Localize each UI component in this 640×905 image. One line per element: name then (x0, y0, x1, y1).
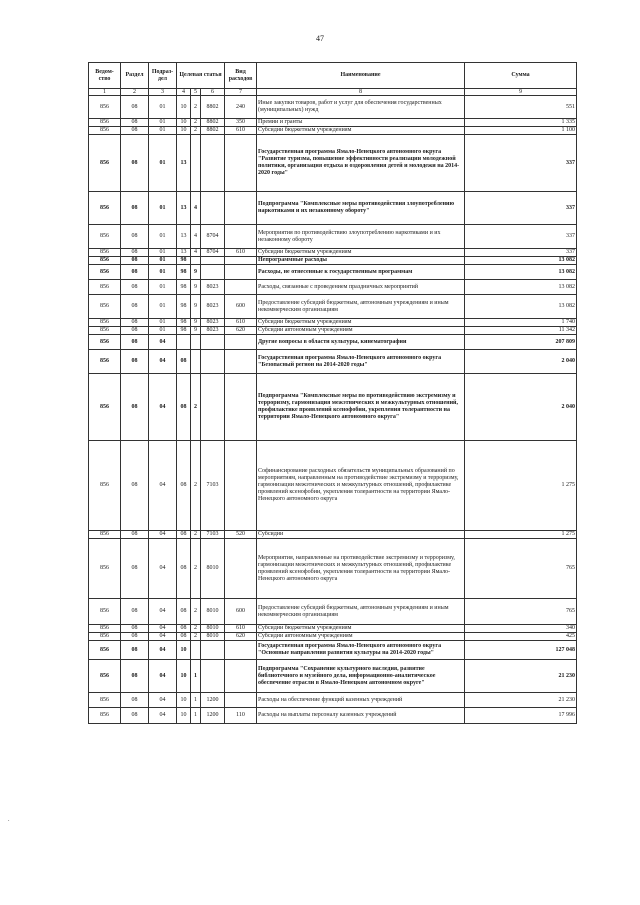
table-row (89, 265, 577, 280)
direction-cell: 8010 (201, 633, 225, 641)
section-cell: 08 (121, 135, 149, 192)
program-cell: 08 (177, 350, 191, 374)
subsection-cell: 04 (149, 660, 177, 693)
direction-cell (201, 265, 225, 280)
table-row (89, 531, 577, 539)
expense-type-cell: 240 (225, 96, 257, 119)
direction-cell: 8704 (201, 225, 225, 249)
agency-cell: 856 (89, 539, 121, 599)
column-number: 1 (89, 89, 121, 96)
amount-cell: 765 (465, 539, 577, 599)
table-row (89, 350, 577, 374)
subsection-cell: 01 (149, 257, 177, 265)
expense-type-cell: 620 (225, 633, 257, 641)
item-name-cell: Расходы на выплаты персоналу казенных учреждений (257, 708, 465, 724)
section-cell: 08 (121, 265, 149, 280)
table-row (89, 295, 577, 319)
subprogram-cell (191, 257, 201, 265)
direction-cell: 8802 (201, 127, 225, 135)
expense-type-cell (225, 641, 257, 660)
expense-type-cell: 620 (225, 327, 257, 335)
header-expense-type: Вид расходов (225, 63, 257, 89)
subprogram-cell: 2 (191, 96, 201, 119)
section-cell: 08 (121, 660, 149, 693)
agency-cell: 856 (89, 327, 121, 335)
section-cell: 08 (121, 599, 149, 625)
subprogram-cell: 2 (191, 374, 201, 441)
item-name-cell: Государственная программа Ямало-Ненецкого автономного округа "Развитие туризма, повышение эффективности реализации молодежной политики, организация отдыха и оздоровления детей и молодежи на 2014-2020 годы" (257, 135, 465, 192)
agency-cell: 856 (89, 225, 121, 249)
expense-type-cell (225, 660, 257, 693)
table-row (89, 257, 577, 265)
item-name-cell: Государственная программа Ямало-Ненецкого автономного округа "Основные направления развития культуры на 2014-2020 годы" (257, 641, 465, 660)
subprogram-cell: 4 (191, 225, 201, 249)
direction-cell: 1200 (201, 708, 225, 724)
program-cell: 98 (177, 319, 191, 327)
subprogram-cell: 2 (191, 531, 201, 539)
expense-type-cell (225, 539, 257, 599)
table-row (89, 319, 577, 327)
program-cell: 98 (177, 280, 191, 295)
table-row (89, 660, 577, 693)
section-cell: 08 (121, 96, 149, 119)
table-row (89, 641, 577, 660)
table-row (89, 225, 577, 249)
expense-type-cell (225, 280, 257, 295)
table-row (89, 119, 577, 127)
direction-cell (201, 641, 225, 660)
item-name-cell: Субсидии автономным учреждениям (257, 327, 465, 335)
program-cell: 13 (177, 135, 191, 192)
direction-cell: 7103 (201, 441, 225, 531)
expense-type-cell: 520 (225, 531, 257, 539)
subsection-cell: 04 (149, 350, 177, 374)
subsection-cell: 04 (149, 599, 177, 625)
table-row (89, 127, 577, 135)
item-name-cell: Непрограммные расходы (257, 257, 465, 265)
amount-cell: 2 040 (465, 350, 577, 374)
header-subsection: Подраз-дел (149, 63, 177, 89)
amount-cell: 127 048 (465, 641, 577, 660)
subsection-cell: 04 (149, 641, 177, 660)
margin-mark: . (8, 817, 10, 823)
column-number: 5 (191, 89, 201, 96)
section-cell: 08 (121, 257, 149, 265)
section-cell: 08 (121, 641, 149, 660)
expense-type-cell: 350 (225, 119, 257, 127)
table-row (89, 96, 577, 119)
subprogram-cell: 1 (191, 708, 201, 724)
table-row (89, 633, 577, 641)
program-cell: 98 (177, 265, 191, 280)
agency-cell: 856 (89, 641, 121, 660)
expense-type-cell: 610 (225, 127, 257, 135)
direction-cell: 8802 (201, 96, 225, 119)
program-cell: 10 (177, 660, 191, 693)
item-name-cell: Субсидии бюджетным учреждениям (257, 249, 465, 257)
expense-type-cell (225, 135, 257, 192)
subsection-cell: 01 (149, 249, 177, 257)
agency-cell: 856 (89, 693, 121, 708)
amount-cell: 337 (465, 225, 577, 249)
subprogram-cell (191, 335, 201, 350)
agency-cell: 856 (89, 625, 121, 633)
expense-type-cell (225, 225, 257, 249)
subsection-cell: 01 (149, 96, 177, 119)
subsection-cell: 04 (149, 441, 177, 531)
section-cell: 08 (121, 625, 149, 633)
subsection-cell: 04 (149, 708, 177, 724)
subprogram-cell: 2 (191, 441, 201, 531)
expense-type-cell: 610 (225, 625, 257, 633)
section-cell: 08 (121, 192, 149, 225)
subprogram-cell: 9 (191, 327, 201, 335)
item-name-cell: Субсидии бюджетным учреждениям (257, 127, 465, 135)
subsection-cell: 01 (149, 319, 177, 327)
program-cell: 10 (177, 96, 191, 119)
item-name-cell: Предоставление субсидий бюджетным, автономным учреждениям и иным некоммерческим организациям (257, 295, 465, 319)
agency-cell: 856 (89, 335, 121, 350)
table-row (89, 374, 577, 441)
table-row (89, 327, 577, 335)
agency-cell: 856 (89, 257, 121, 265)
agency-cell: 856 (89, 660, 121, 693)
program-cell: 08 (177, 531, 191, 539)
table-row (89, 249, 577, 257)
section-cell: 08 (121, 225, 149, 249)
subprogram-cell: 9 (191, 319, 201, 327)
item-name-cell: Государственная программа Ямало-Ненецкого автономного округа "Безопасный регион на 2014-2020 годы" (257, 350, 465, 374)
section-cell: 08 (121, 531, 149, 539)
subprogram-cell (191, 641, 201, 660)
table-row (89, 335, 577, 350)
item-name-cell: Другие вопросы в области культуры, кинематографии (257, 335, 465, 350)
column-number: 3 (149, 89, 177, 96)
subsection-cell: 01 (149, 295, 177, 319)
program-cell: 08 (177, 539, 191, 599)
item-name-cell: Подпрограмма "Комплексные меры противодействия злоупотреблению наркотиками и их незаконному обороту" (257, 192, 465, 225)
program-cell: 08 (177, 374, 191, 441)
column-number: 2 (121, 89, 149, 96)
section-cell: 08 (121, 119, 149, 127)
direction-cell: 8010 (201, 625, 225, 633)
subsection-cell: 04 (149, 531, 177, 539)
item-name-cell: Расходы на обеспечение функций казенных учреждений (257, 693, 465, 708)
direction-cell: 8010 (201, 539, 225, 599)
amount-cell: 1 335 (465, 119, 577, 127)
agency-cell: 856 (89, 127, 121, 135)
expense-type-cell (225, 192, 257, 225)
item-name-cell: Субсидии автономным учреждениям (257, 633, 465, 641)
agency-cell: 856 (89, 319, 121, 327)
subprogram-cell: 9 (191, 265, 201, 280)
amount-cell: 1 100 (465, 127, 577, 135)
program-cell: 10 (177, 641, 191, 660)
agency-cell: 856 (89, 119, 121, 127)
table-row (89, 539, 577, 599)
expense-type-cell: 600 (225, 295, 257, 319)
item-name-cell: Расходы, не отнесенные к государственным программам (257, 265, 465, 280)
amount-cell: 2 040 (465, 374, 577, 441)
item-name-cell: Премии и гранты (257, 119, 465, 127)
subsection-cell: 01 (149, 135, 177, 192)
amount-cell: 11 342 (465, 327, 577, 335)
item-name-cell: Софинансирование расходных обязательств муниципальных образований по мероприятиям, направленным на противодействие экстремизму и терроризму, гармонизации межэтнических и межкультурных отношений, профилактике проявлений ксенофобии, укрепления толерантности на территории Ямало-Ненецкого автономного округа (257, 441, 465, 531)
agency-cell: 856 (89, 531, 121, 539)
subprogram-cell: 2 (191, 625, 201, 633)
subprogram-cell: 2 (191, 633, 201, 641)
amount-cell: 13 082 (465, 280, 577, 295)
item-name-cell: Субсидии бюджетным учреждениям (257, 625, 465, 633)
item-name-cell: Субсидии бюджетным учреждениям (257, 319, 465, 327)
subprogram-cell (191, 135, 201, 192)
header-agency: Ведом-ство (89, 63, 121, 89)
table-row (89, 441, 577, 531)
table-row (89, 192, 577, 225)
expense-type-cell: 610 (225, 249, 257, 257)
subprogram-cell: 9 (191, 280, 201, 295)
program-cell: 10 (177, 127, 191, 135)
program-cell: 13 (177, 249, 191, 257)
agency-cell: 856 (89, 350, 121, 374)
page-number: 47 (316, 34, 324, 43)
amount-cell: 21 230 (465, 660, 577, 693)
section-cell: 08 (121, 327, 149, 335)
table-row (89, 708, 577, 724)
amount-cell: 21 230 (465, 693, 577, 708)
section-cell: 08 (121, 539, 149, 599)
amount-cell: 551 (465, 96, 577, 119)
amount-cell: 337 (465, 135, 577, 192)
table-row (89, 135, 577, 192)
direction-cell (201, 192, 225, 225)
program-cell: 98 (177, 327, 191, 335)
program-cell: 08 (177, 625, 191, 633)
program-cell: 98 (177, 295, 191, 319)
expense-type-cell: 600 (225, 599, 257, 625)
section-cell: 08 (121, 127, 149, 135)
expense-type-cell (225, 350, 257, 374)
program-cell: 10 (177, 119, 191, 127)
direction-cell: 8023 (201, 319, 225, 327)
column-number: 6 (201, 89, 225, 96)
item-name-cell: Мероприятия, направленные на противодействие экстремизму и терроризму, гармонизации межэтнических и межкультурных отношений, профилактике проявлений ксенофобии, укрепления толерантности на территории Ямало-Ненецкого автономного округа (257, 539, 465, 599)
agency-cell: 856 (89, 599, 121, 625)
program-cell: 08 (177, 441, 191, 531)
section-cell: 08 (121, 335, 149, 350)
program-cell: 13 (177, 225, 191, 249)
subsection-cell: 04 (149, 625, 177, 633)
column-number: 7 (225, 89, 257, 96)
header-sum: Сумма (465, 63, 577, 89)
section-cell: 08 (121, 633, 149, 641)
expense-type-cell (225, 335, 257, 350)
agency-cell: 856 (89, 265, 121, 280)
program-cell: 13 (177, 192, 191, 225)
agency-cell: 856 (89, 633, 121, 641)
header-section: Раздел (121, 63, 149, 89)
table-row (89, 693, 577, 708)
subprogram-cell: 2 (191, 539, 201, 599)
subsection-cell: 01 (149, 225, 177, 249)
program-cell: 10 (177, 708, 191, 724)
direction-cell: 8023 (201, 295, 225, 319)
subsection-cell: 04 (149, 374, 177, 441)
section-cell: 08 (121, 249, 149, 257)
header-target-article: Целевая статья (177, 63, 225, 89)
subprogram-cell (191, 350, 201, 374)
amount-cell: 13 082 (465, 257, 577, 265)
amount-cell: 207 809 (465, 335, 577, 350)
subprogram-cell: 1 (191, 660, 201, 693)
amount-cell: 425 (465, 633, 577, 641)
subsection-cell: 01 (149, 119, 177, 127)
amount-cell: 13 082 (465, 295, 577, 319)
amount-cell: 337 (465, 249, 577, 257)
subsection-cell: 01 (149, 127, 177, 135)
subsection-cell: 01 (149, 327, 177, 335)
table-row (89, 280, 577, 295)
subprogram-cell: 9 (191, 295, 201, 319)
expense-type-cell (225, 257, 257, 265)
table-row (89, 599, 577, 625)
amount-cell: 1 275 (465, 531, 577, 539)
direction-cell (201, 374, 225, 441)
section-cell: 08 (121, 374, 149, 441)
expense-type-cell (225, 265, 257, 280)
subprogram-cell: 4 (191, 249, 201, 257)
section-cell: 08 (121, 708, 149, 724)
section-cell: 08 (121, 693, 149, 708)
subprogram-cell: 1 (191, 693, 201, 708)
subprogram-cell: 2 (191, 119, 201, 127)
direction-cell: 8010 (201, 599, 225, 625)
agency-cell: 856 (89, 708, 121, 724)
program-cell: 98 (177, 257, 191, 265)
table-header-row (89, 63, 577, 89)
expense-type-cell (225, 374, 257, 441)
program-cell: 10 (177, 693, 191, 708)
direction-cell: 1200 (201, 693, 225, 708)
column-number: 9 (465, 89, 577, 96)
amount-cell: 337 (465, 192, 577, 225)
direction-cell: 8023 (201, 327, 225, 335)
direction-cell: 8704 (201, 249, 225, 257)
amount-cell: 13 082 (465, 265, 577, 280)
subsection-cell: 01 (149, 280, 177, 295)
direction-cell: 7103 (201, 531, 225, 539)
section-cell: 08 (121, 295, 149, 319)
section-cell: 08 (121, 441, 149, 531)
item-name-cell: Мероприятия по противодействию злоупотреблению наркотиками и их незаконному обороту (257, 225, 465, 249)
expense-type-cell: 610 (225, 319, 257, 327)
agency-cell: 856 (89, 192, 121, 225)
direction-cell (201, 257, 225, 265)
direction-cell: 8023 (201, 280, 225, 295)
column-number: 8 (257, 89, 465, 96)
section-cell: 08 (121, 319, 149, 327)
program-cell: 08 (177, 633, 191, 641)
amount-cell: 1 740 (465, 319, 577, 327)
amount-cell: 17 996 (465, 708, 577, 724)
subsection-cell: 04 (149, 693, 177, 708)
item-name-cell: Иные закупки товаров, работ и услуг для обеспечения государственных (муниципальных) нужд (257, 96, 465, 119)
direction-cell (201, 135, 225, 192)
section-cell: 08 (121, 350, 149, 374)
agency-cell: 856 (89, 249, 121, 257)
subsection-cell: 01 (149, 265, 177, 280)
amount-cell: 340 (465, 625, 577, 633)
subprogram-cell: 2 (191, 599, 201, 625)
column-number: 4 (177, 89, 191, 96)
subprogram-cell: 2 (191, 127, 201, 135)
section-cell: 08 (121, 280, 149, 295)
direction-cell (201, 660, 225, 693)
subsection-cell: 01 (149, 192, 177, 225)
expense-type-cell (225, 693, 257, 708)
item-name-cell: Предоставление субсидий бюджетным, автономным учреждениям и иным некоммерческим организациям (257, 599, 465, 625)
header-name: Наименование (257, 63, 465, 89)
direction-cell (201, 335, 225, 350)
budget-table (88, 62, 577, 724)
program-cell: 08 (177, 599, 191, 625)
subprogram-cell: 4 (191, 192, 201, 225)
subsection-cell: 04 (149, 335, 177, 350)
item-name-cell: Подпрограмма "Комплексные меры по противодействию экстремизму и терроризму, гармонизация межэтнических и межкультурных отношений, профилактике проявлений ксенофобии, укрепления толерантности на территории Ямало-Ненецкого автономного округа" (257, 374, 465, 441)
direction-cell: 8802 (201, 119, 225, 127)
item-name-cell: Субсидии (257, 531, 465, 539)
expense-type-cell: 110 (225, 708, 257, 724)
table-row (89, 625, 577, 633)
agency-cell: 856 (89, 135, 121, 192)
program-cell (177, 335, 191, 350)
agency-cell: 856 (89, 280, 121, 295)
item-name-cell: Подпрограмма "Сохранение культурного наследия, развитие библиотечного и музейного дела, информационно-аналитическое обеспечение отрасли в Ямало-Ненецком автономном округе" (257, 660, 465, 693)
subsection-cell: 04 (149, 539, 177, 599)
item-name-cell: Расходы, связанные с проведением праздничных мероприятий (257, 280, 465, 295)
agency-cell: 856 (89, 441, 121, 531)
amount-cell: 765 (465, 599, 577, 625)
agency-cell: 856 (89, 374, 121, 441)
subsection-cell: 04 (149, 633, 177, 641)
direction-cell (201, 350, 225, 374)
column-number-row (89, 89, 577, 96)
expense-type-cell (225, 441, 257, 531)
amount-cell: 1 275 (465, 441, 577, 531)
agency-cell: 856 (89, 295, 121, 319)
agency-cell: 856 (89, 96, 121, 119)
